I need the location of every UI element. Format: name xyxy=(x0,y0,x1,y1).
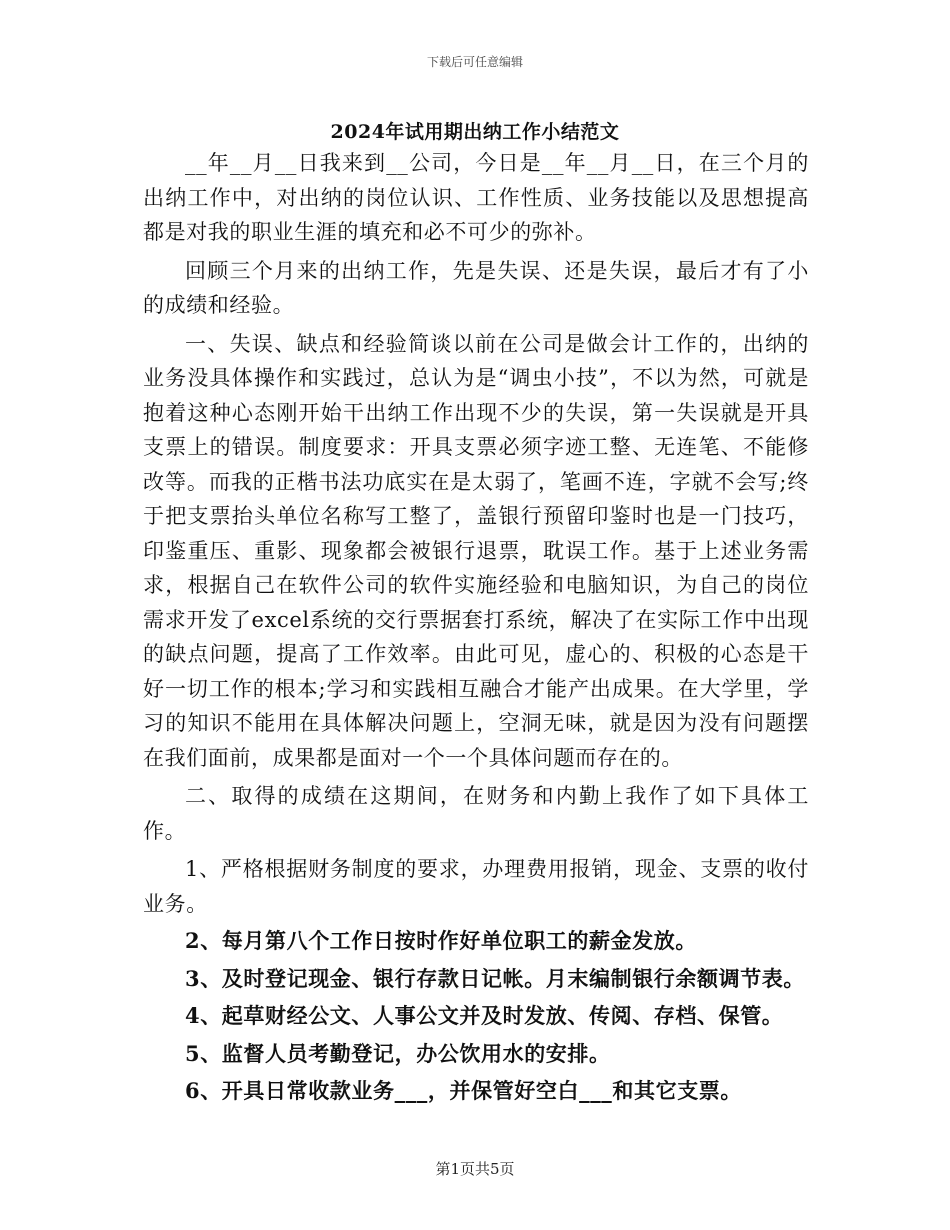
paragraph-intro: __年__月__日我来到__公司，今日是__年__月__日，在三个月的出纳工作中，对出纳的岗位认识、工作性质、业务技能以及思想提高都是对我的职业生涯的填充和必不可少的弥补。 xyxy=(143,151,809,244)
list-item-6: 6、开具日常收款业务___，并保管好空白___和其它支票。 xyxy=(185,1078,743,1103)
list-item-1: 1、严格根据财务制度的要求，办理费用报销，现金、支票的收付业务。 xyxy=(143,857,809,916)
paragraph-mistakes: 一、失误、缺点和经验简谈以前在公司是做会计工作的，出纳的业务没具体操作和实践过，总认为是“调虫小技”，不以为然，可就是抱着这种心态刚开始干出纳工作出现不少的失误，第一失误就是开具支票上的错误。制度要求：开具支票必须字迹工整、无连笔、不能修改等。而我的正楷书法功底实在是太弱了，笔画不连，字就不会写;终于把支票抬头单位名称写工整了，盖银行预留印鉴时也是一门技巧，印鉴重压、重影、现象都会被银行退票，耽误工作。基于上述业务需求，根据自己在软件公司的软件实施经验和电脑知识，为自己的岗位需求开发了excel系统的交行票据套打系统，解决了在实际工作中出现的缺点问题，提高了工作效率。由此可见，虚心的、积极的心态是干好一切工作的根本;学习和实践相互融合才能产出成果。在大学里，学习的知识不能用在具体解决问题上，空洞无味，就是因为没有问题摆在我们面前，成果都是面对一个一个具体问题而存在的。 xyxy=(143,331,809,770)
paragraph-achievements: 二、取得的成绩在这期间，在财务和内勤上我作了如下具体工作。 xyxy=(143,784,809,843)
list-item-3: 3、及时登记现金、银行存款日记帐。月末编制银行余额调节表。 xyxy=(185,965,806,991)
page-header-note: 下载后可任意编辑 xyxy=(426,55,523,69)
paragraph-review: 回顾三个月来的出纳工作，先是失误、还是失误，最后才有了小的成绩和经验。 xyxy=(143,258,809,317)
document-title: 2024年试用期出纳工作小结范文 xyxy=(330,121,620,143)
page-number: 第1页共5页 xyxy=(435,1160,515,1178)
document-body xyxy=(143,146,809,1109)
list-item-2: 2、每月第八个工作日按时作好单位职工的薪金发放。 xyxy=(185,928,698,953)
list-item-4: 4、起草财经公文、人事公文并及时发放、传阅、存档、保管。 xyxy=(185,1003,784,1028)
list-item-5: 5、监督人员考勤登记，办公饮用水的安排。 xyxy=(185,1040,611,1066)
